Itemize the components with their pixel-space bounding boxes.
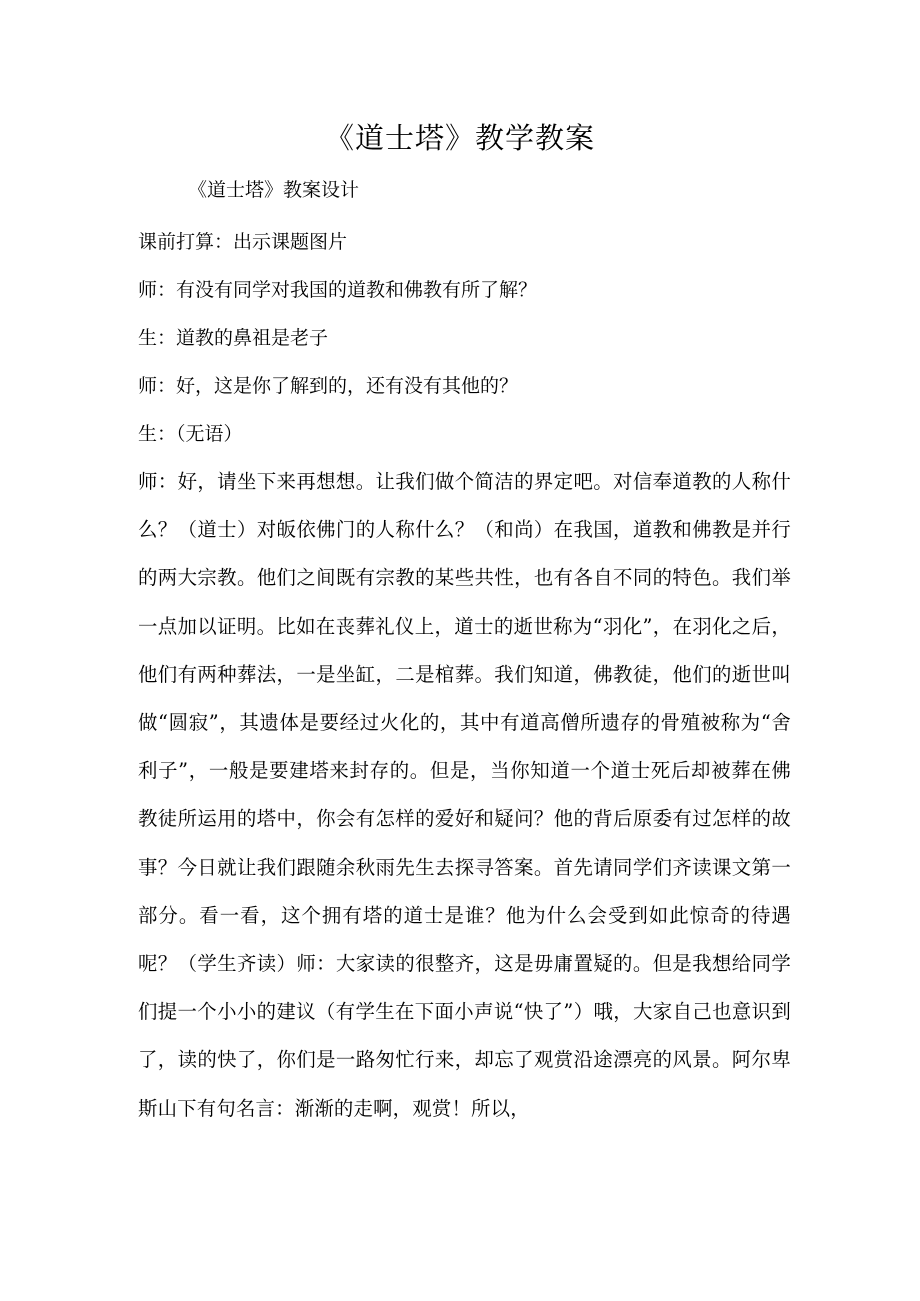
- dialogue-line: 生：（无语）: [138, 423, 243, 445]
- dialogue-line: 生：道教的鼻祖是老子: [138, 327, 329, 349]
- dialogue-line: 师：好，这是你了解到的，还有没有其他的？: [138, 375, 519, 397]
- dialogue-line: 师：有没有同学对我国的道教和佛教有所了解？: [138, 279, 538, 301]
- document-subtitle: 《道士塔》教案设计: [188, 179, 360, 201]
- document-title: 《道士塔》教学教案: [324, 121, 595, 155]
- dialogue-lines: [138, 218, 798, 458]
- body-paragraph: 师：好，请坐下来再想想。让我们做个简洁的界定吧。对信奉道教的人称什么？（道士）对皈依佛门的人称什么？（和尚）在我国，道教和佛教是并行的两大宗教。他们之间既有宗教的某些共性，也有各自不同的特色。我们举一点加以证明。比如在丧葬礼仪上，道士的逝世称为“羽化”，在羽化之后，他们有两种葬法，一是坐缸，二是棺葬。我们知道，佛教徒，他们的逝世叫做“圆寂”，其遗体是要经过火化的，其中有道高僧所遗存的骨殖被称为“舍利子”，一般是要建塔来封存的。但是，当你知道一个道士死后却被葬在佛教徒所运用的塔中，你会有怎样的爱好和疑问？他的背后原委有过怎样的故事？今日就让我们跟随余秋雨先生去探寻答案。首先请同学们齐读课文第一部分。看一看，这个拥有塔的道士是谁？他为什么会受到如此惊奇的待遇呢？（学生齐读）师：大家读的很整齐，这是毋庸置疑的。但是我想给同学们提一个小小的建议（有学生在下面小声说“快了”）哦，大家自己也意识到了，读的快了，你们是一路匆忙行来，却忘了观赏沿途漂亮的风景。阿尔卑斯山下有句名言：渐渐的走啊，观赏！所以，: [138, 470, 791, 1120]
- dialogue-line: 课前打算：出示课题图片: [138, 231, 348, 253]
